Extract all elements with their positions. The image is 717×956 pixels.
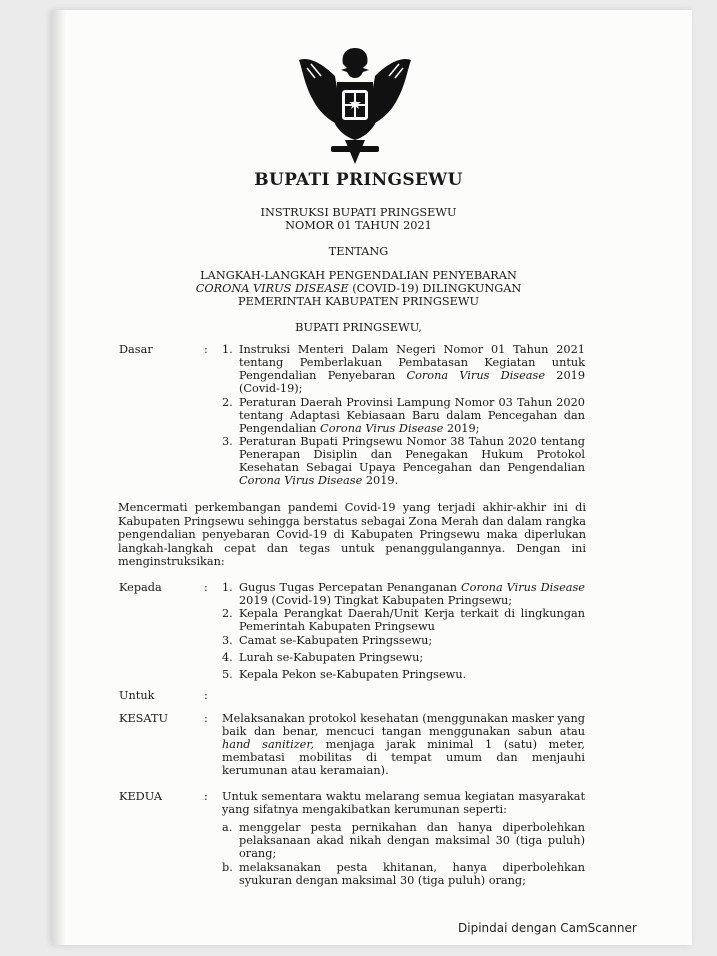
kepada-item-1-number: 1.: [222, 581, 233, 594]
kepada-item-2-number: 2.: [222, 607, 233, 620]
subject-rest: (COVID-19) DILINGKUNGAN: [348, 282, 522, 295]
subject-line-3: PEMERINTAH KABUPATEN PRINGSEWU: [238, 295, 479, 308]
kedua-text: Untuk sementara waktu melarang semua kegiatan masyarakat yang sifatnya mengakibatkan kerumunan seperti:: [222, 790, 585, 816]
instruction-title: INSTRUKSI BUPATI PRINGSEWU: [260, 206, 457, 219]
untuk-colon: :: [204, 689, 208, 702]
instruction-number: NOMOR 01 TAHUN 2021: [285, 219, 432, 232]
kedua-label: KEDUA: [119, 790, 163, 803]
untuk-label: Untuk: [119, 689, 155, 702]
dasar-item-3-number: 3.: [222, 435, 233, 448]
dasar-item-1: Instruksi Menteri Dalam Negeri Nomor 01 Tahun 2021 tentang Pemberlakuan Pembatasan Kegiatan untuk Pengendalian Penyebaran Corona Virus Disease 2019 (Covid-19);: [239, 343, 586, 395]
dasar-item-3: Peraturan Bupati Pringsewu Nomor 38 Tahun 2020 tentang Penerapan Disiplin dan Penegakan Hukum Protokol Kesehatan Sebagai Upaya Pencegahan dan Pengendalian Corona Virus Disease 2019.: [239, 435, 585, 487]
dasar-label: Dasar: [119, 343, 153, 356]
dasar-item-2-number: 2.: [222, 396, 233, 409]
kepada-item-1: Gugus Tugas Percepatan Penanganan Corona Virus Disease 2019 (Covid-19) Tingkat Kabupaten Pringsewu;: [239, 581, 585, 607]
kedua-item-a-number: a.: [222, 821, 233, 834]
page-edge-shadow: [52, 10, 66, 945]
kedua-item-b: melaksanakan pesta khitanan, hanya diperbolehkan syukuran dengan maksimal 30 (tiga puluh) orang;: [239, 861, 585, 887]
kepada-colon: :: [204, 581, 208, 594]
page-title: BUPATI PRINGSEWU: [254, 170, 463, 190]
kepada-item-5: Kepala Pekon se-Kabupaten Pringsewu.: [239, 668, 467, 681]
kedua-item-b-number: b.: [222, 861, 233, 874]
kepada-item-4: Lurah se-Kabupaten Pringsewu;: [239, 651, 424, 664]
kedua-colon: :: [204, 790, 208, 803]
issuer-line: BUPATI PRINGSEWU,: [295, 321, 422, 334]
kesatu-colon: :: [204, 712, 208, 725]
scanner-watermark: Dipindai dengan CamScanner: [458, 921, 637, 935]
garuda-emblem-icon: [295, 42, 415, 170]
kepada-item-5-number: 5.: [222, 668, 233, 681]
kedua-item-a: menggelar pesta pernikahan dan hanya diperbolehkan pelaksanaan akad nikah dengan maksimal 30 (tiga puluh) orang;: [239, 821, 585, 860]
dasar-colon: :: [204, 343, 208, 356]
kepada-item-2: Kepala Perangkat Daerah/Unit Kerja terkait di lingkungan Pemerintah Kabupaten Pringsewu: [239, 607, 585, 633]
dasar-item-1-number: 1.: [222, 343, 233, 356]
subject-italic: CORONA VIRUS DISEASE: [195, 282, 349, 295]
subject-line-2: [0, 282, 717, 295]
kepada-item-4-number: 4.: [222, 651, 233, 664]
dasar-item-2: Peraturan Daerah Provinsi Lampung Nomor 03 Tahun 2020 tentang Adaptasi Kebiasaan Baru dalam Pencegahan dan Pengendalian Corona Virus Disease 2019;: [239, 396, 585, 435]
tentang-heading: TENTANG: [328, 245, 389, 258]
kesatu-label: KESATU: [119, 712, 169, 725]
kepada-item-3-number: 3.: [222, 634, 233, 647]
kepada-label: Kepada: [119, 581, 162, 594]
kesatu-text: Melaksanakan protokol kesehatan (menggunakan masker yang baik dan benar, mencuci tangan menggunakan sabun atau hand sanitizer, menjaga jarak minimal 1 (satu) meter, membatasi mobilitas di tempat umum dan menjauhi kerumunan atau keramaian).: [222, 712, 585, 777]
subject-line-1: LANGKAH-LANGKAH PENGENDALIAN PENYEBARAN: [200, 269, 517, 282]
kepada-item-3: Camat se-Kabupaten Pringssewu;: [239, 634, 433, 647]
intro-paragraph: Mencermati perkembangan pandemi Covid-19 yang terjadi akhir-akhir ini di Kabupaten Pringsewu sehingga berstatus sebagai Zona Merah dan dalam rangka pengendalian penyebaran Covid-19 di Kabupaten Pringsewu maka diperlukan langkah-langkah cepat dan tegas untuk penanggulangannya. Dengan ini menginstruksikan:: [118, 501, 586, 569]
